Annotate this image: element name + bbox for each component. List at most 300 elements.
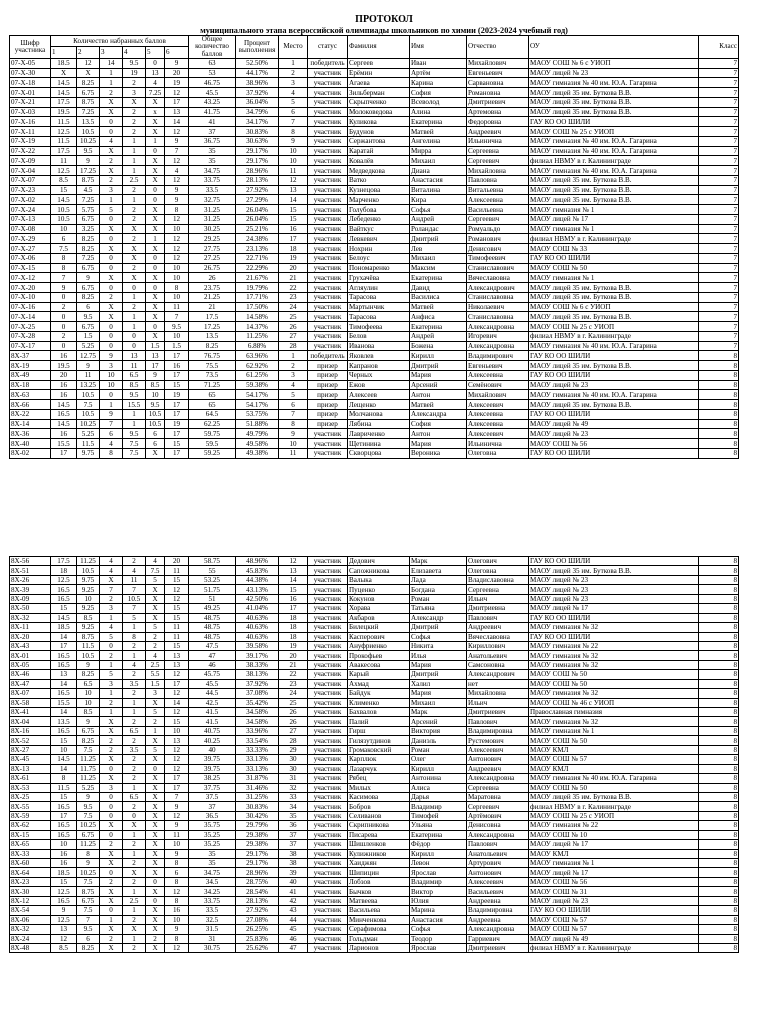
cell-task6: 19 [165,78,189,88]
cell-percent: 30.83% [236,802,279,811]
header-scores-group: Количество набранных баллов [51,36,189,47]
cell-name: Максим [410,263,467,273]
cell-total: 35.75 [189,821,236,830]
cell-place: 5 [279,390,308,400]
table-row [10,400,739,410]
cell-name: Даниэль [410,736,467,745]
cell-grade: 8 [699,400,739,410]
cell-task4: 2 [123,915,146,924]
cell-task3: 0 [100,868,123,877]
cell-task6: 15 [165,380,189,390]
header-grade: Класс [699,36,739,59]
cell-total: 49.25 [189,604,236,613]
cell-code: 8X-01 [10,651,51,660]
cell-patronymic: Сергеевич [467,214,529,224]
cell-school: МАОУ СОШ № 50 [529,736,699,745]
cell-total: 59.5 [189,439,236,449]
table-row [10,253,739,263]
cell-patronymic: Станиславовна [467,292,529,302]
cell-surname: Нохрин [348,244,410,254]
cell-task2: 5.75 [77,205,100,215]
cell-name: Андрей [410,214,467,224]
cell-patronymic: Алексеевич [467,400,529,410]
cell-patronymic: Михайловна [467,689,529,698]
cell-total: 40 [189,745,236,754]
cell-name: Ангелина [410,136,467,146]
cell-percent: 40.63% [236,613,279,622]
cell-school: МАОУ лицей № 17 [529,214,699,224]
cell-task4: 2 [123,774,146,783]
cell-patronymic: Ильинична [467,439,529,449]
cell-school: МАОУ СОШ № 25 с УИОП [529,127,699,137]
cell-task2: 8.75 [77,97,100,107]
cell-task5: X [146,859,165,868]
cell-task6: 12 [165,708,189,717]
cell-task6: 12 [165,745,189,754]
cell-percent: 48.96% [236,557,279,566]
cell-code: 8X-32 [10,613,51,622]
cell-place: 10 [279,156,308,166]
cell-patronymic: Анатольевич [467,849,529,858]
cell-task1: 12.5 [51,166,77,176]
cell-code: 8X-02 [10,448,51,458]
cell-code: 8X-51 [10,566,51,575]
cell-percent: 37.92% [236,679,279,688]
cell-code: 8X-50 [10,604,51,613]
cell-task6: 12 [165,764,189,773]
header-name: Имя [410,36,467,59]
cell-percent: 36.04% [236,97,279,107]
cell-name: Фёдор [410,840,467,849]
cell-status: участник [308,896,348,905]
cell-task2: 10.5 [77,566,100,575]
cell-task5: 10 [146,390,165,400]
table-row [10,166,739,176]
cell-total: 42.5 [189,698,236,707]
cell-task1: 16 [51,429,77,439]
cell-status: участник [308,641,348,650]
cell-total: 35.25 [189,830,236,839]
cell-school: МАОУ лицей 35 им. Буткова В.В. [529,107,699,117]
cell-status: участник [308,915,348,924]
cell-task1: 16 [51,849,77,858]
cell-task2: 6.75 [77,830,100,839]
cell-status: участник [308,623,348,632]
cell-task5: X [146,331,165,341]
cell-task6: 1.5 [165,341,189,351]
cell-percent: 42.50% [236,594,279,603]
cell-task1: 12.5 [51,887,77,896]
cell-name: Андрей [410,331,467,341]
cell-percent: 28.13% [236,896,279,905]
cell-code: 8X-15 [10,830,51,839]
table-row [10,361,739,371]
cell-surname: Гольдман [348,934,410,943]
cell-task5: 0 [146,322,165,332]
cell-task3: X [100,849,123,858]
cell-patronymic: Игоревич [467,331,529,341]
cell-task6: 19 [165,419,189,429]
cell-name: Дмитрий [410,670,467,679]
cell-code: 07-X-22 [10,146,51,156]
cell-code: 07-X-08 [10,224,51,234]
table-row [10,594,739,603]
cell-task6: 15 [165,604,189,613]
header-total: Общее количество баллов [189,36,236,59]
cell-surname: Сержантова [348,136,410,146]
table-row [10,175,739,185]
cell-code: 8X-41 [10,708,51,717]
table-row [10,877,739,886]
cell-total: 45.75 [189,670,236,679]
cell-code: 07-X-05 [10,58,51,68]
cell-patronymic: Олегович [467,557,529,566]
table-row [10,390,739,400]
cell-task6: 10 [165,263,189,273]
cell-task2: 7.5 [77,877,100,886]
cell-task1: 12.5 [51,915,77,924]
cell-task3: 6 [100,429,123,439]
table-row [10,419,739,429]
cell-grade: 7 [699,78,739,88]
cell-task5: X [146,214,165,224]
cell-patronymic: Антонович [467,755,529,764]
cell-patronymic: Михайловна [467,166,529,176]
cell-percent: 29.17% [236,849,279,858]
cell-code: 07-X-03 [10,107,51,117]
cell-school: МАОУ гимназия № 22 [529,641,699,650]
cell-surname: Матвеева [348,896,410,905]
cell-task6: 17 [165,409,189,419]
cell-percent: 24.38% [236,234,279,244]
cell-name: Виктория [410,726,467,735]
cell-task5: 1.5 [146,679,165,688]
cell-name: Ярослав [410,943,467,952]
cell-status: участник [308,68,348,78]
cell-task4: 8 [123,632,146,641]
cell-task6: 12 [165,811,189,820]
cell-place: 1 [279,351,308,361]
cell-school: МАОУ СОШ № 50 [529,263,699,273]
cell-school: МАОУ СОШ № 57 [529,755,699,764]
cell-task6: 9 [165,821,189,830]
cell-task3: 4 [100,566,123,575]
cell-place: 18 [279,632,308,641]
cell-surname: Прокофьев [348,651,410,660]
cell-task6: 12 [165,175,189,185]
cell-task5: 5 [146,575,165,584]
header-task-6: 6 [165,47,189,58]
cell-task3: 0 [100,830,123,839]
cell-place: 37 [279,840,308,849]
cell-status: участник [308,877,348,886]
cell-task4: 0 [123,341,146,351]
cell-task6: 7 [165,792,189,801]
cell-task3: 8 [100,448,123,458]
cell-code: 07-X-13 [10,214,51,224]
cell-surname: Пуценко [348,585,410,594]
cell-patronymic: Артурович [467,859,529,868]
cell-name: Виктор [410,887,467,896]
header-school: ОУ [529,36,699,59]
table-row [10,205,739,215]
cell-task3: X [100,166,123,176]
cell-percent: 30.83% [236,127,279,137]
cell-status: участник [308,764,348,773]
cell-task4: 2 [123,840,146,849]
cell-total: 40.25 [189,736,236,745]
cell-task6: 10 [165,224,189,234]
cell-task3: 2 [100,698,123,707]
cell-surname: Сергеев [348,58,410,68]
cell-task5: 0 [146,283,165,293]
cell-code: 8X-25 [10,792,51,801]
cell-percent: 33.13% [236,764,279,773]
cell-patronymic: Федоровна [467,117,529,127]
cell-place: 27 [279,726,308,735]
cell-task6: 11 [165,302,189,312]
cell-place: 4 [279,88,308,98]
cell-code: 8X-14 [10,419,51,429]
table-row [10,698,739,707]
cell-task5: X [146,811,165,820]
cell-school: МАОУ СОШ № 50 [529,783,699,792]
header-surname: Фамилия [348,36,410,59]
table-row [10,185,739,195]
cell-task2: 10.25 [77,419,100,429]
cell-task4: 3.5 [123,745,146,754]
cell-task4: 5 [123,613,146,622]
cell-code: 07-X-02 [10,195,51,205]
cell-school: Православная гимназия [529,708,699,717]
cell-patronymic: Станиславович [467,263,529,273]
cell-task1: 16 [51,351,77,361]
cell-code: 8X-62 [10,821,51,830]
cell-task5: 2 [146,632,165,641]
cell-code: 07-X-24 [10,205,51,215]
cell-status: участник [308,175,348,185]
cell-place: 44 [279,915,308,924]
cell-school: МАОУ лицей 35 им. Буткова В.В. [529,312,699,322]
cell-percent: 37.92% [236,88,279,98]
table-row [10,849,739,858]
cell-surname: Зильберман [348,88,410,98]
cell-name: Тимофей [410,811,467,820]
cell-patronymic: Васильевич [467,887,529,896]
cell-task5: X [146,868,165,877]
cell-place: 28 [279,736,308,745]
cell-task3: 2 [100,88,123,98]
table-row [10,136,739,146]
cell-place: 6 [279,400,308,410]
cell-patronymic: Евгеньевич [467,68,529,78]
table-row [10,409,739,419]
cell-task2: 7.25 [77,195,100,205]
cell-name: Арсений [410,380,467,390]
cell-task3: X [100,943,123,952]
table-row [10,566,739,575]
cell-grade: 8 [699,774,739,783]
cell-status: участник [308,429,348,439]
cell-task4: 13 [123,351,146,361]
cell-task3: 0 [100,764,123,773]
cell-name: Дмитрий [410,361,467,371]
cell-name: Татьяна [410,604,467,613]
cell-school: МАОУ КМЛ [529,764,699,773]
table-row [10,708,739,717]
table-row [10,896,739,905]
cell-task5: 6 [146,439,165,449]
cell-task1: 11.5 [51,136,77,146]
cell-grade: 8 [699,641,739,650]
cell-surname: Милых [348,783,410,792]
cell-name: Дмитрий [410,623,467,632]
cell-total: 41.5 [189,708,236,717]
cell-percent: 26.25% [236,925,279,934]
cell-task3: 3 [100,604,123,613]
cell-percent: 27.29% [236,195,279,205]
cell-task6: 12 [165,887,189,896]
cell-patronymic: Александровна [467,322,529,332]
cell-total: 51 [189,594,236,603]
cell-patronymic: Дмитриевич [467,708,529,717]
cell-status: участник [308,136,348,146]
cell-task3: 3 [100,783,123,792]
cell-task1: 7.5 [51,244,77,254]
table-row [10,58,739,68]
table-row [10,660,739,669]
cell-status: участник [308,632,348,641]
cell-task2: 10.5 [77,651,100,660]
cell-place: 27 [279,331,308,341]
cell-task2: 10.5 [77,390,100,400]
cell-task6: 7 [165,146,189,156]
cell-task4: 2 [123,214,146,224]
cell-name: Илья [410,651,467,660]
cell-task1: 8 [51,253,77,263]
cell-status: участник [308,755,348,764]
cell-task6: 12 [165,670,189,679]
cell-task2: 6.5 [77,679,100,688]
cell-task4: X [123,224,146,234]
cell-task3: 0 [100,802,123,811]
cell-task1: 16.5 [51,689,77,698]
cell-patronymic: Ильинична [467,136,529,146]
cell-percent: 63.96% [236,351,279,361]
cell-patronymic: Сергеевна [467,585,529,594]
cell-grade: 8 [699,877,739,886]
cell-code: 8X-23 [10,877,51,886]
cell-name: Кирилл [410,351,467,361]
cell-grade: 7 [699,195,739,205]
cell-place: 16 [279,594,308,603]
cell-task3: 0 [100,906,123,915]
header-place: Место [279,36,308,59]
cell-school: ГАУ КО ОО ШИЛИ [529,117,699,127]
cell-task1: 14.5 [51,88,77,98]
cell-total: 30.75 [189,943,236,952]
cell-code: 8X-58 [10,698,51,707]
cell-task6: 11 [165,566,189,575]
cell-percent: 34.17% [236,117,279,127]
cell-task3: 10 [100,380,123,390]
cell-grade: 8 [699,943,739,952]
cell-task5: 2 [146,717,165,726]
cell-place: 22 [279,283,308,293]
cell-surname: Капранов [348,361,410,371]
cell-surname: Шипицин [348,868,410,877]
cell-patronymic: Тимофеевич [467,253,529,263]
cell-task1: 0 [51,341,77,351]
cell-percent: 25.83% [236,934,279,943]
cell-grade: 8 [699,726,739,735]
cell-school: МАОУ лицей № 23 [529,429,699,439]
cell-task2: X [77,68,100,78]
cell-task1: 18.5 [51,868,77,877]
cell-place: 21 [279,273,308,283]
cell-task4: 1 [123,292,146,302]
cell-task2: 11.25 [77,557,100,566]
cell-status: участник [308,679,348,688]
cell-task6: 8 [165,859,189,868]
table-row [10,292,739,302]
cell-total: 31.25 [189,214,236,224]
cell-place: 34 [279,802,308,811]
cell-status: призер [308,400,348,410]
cell-grade: 7 [699,117,739,127]
cell-task2: 8 [77,849,100,858]
cell-place: 26 [279,717,308,726]
cell-task3: 2 [100,594,123,603]
cell-percent: 11.25% [236,331,279,341]
cell-status: участник [308,604,348,613]
cell-task1: 16.5 [51,830,77,839]
cell-task2: 6.75 [77,726,100,735]
cell-status: участник [308,331,348,341]
cell-task1: 15 [51,185,77,195]
cell-task6: 19 [165,390,189,400]
cell-status: участник [308,253,348,263]
cell-name: Алиса [410,783,467,792]
cell-task1: 14.5 [51,195,77,205]
cell-task6: 11 [165,830,189,839]
cell-code: 8X-43 [10,641,51,650]
cell-status: участник [308,585,348,594]
cell-total: 32.5 [189,915,236,924]
cell-place: 31 [279,774,308,783]
cell-task1: 13 [51,925,77,934]
cell-task6: 9 [165,849,189,858]
cell-code: 8X-39 [10,585,51,594]
cell-surname: Минченкова [348,915,410,924]
cell-surname: Валыка [348,575,410,584]
cell-task2: 11.75 [77,764,100,773]
cell-school: МАОУ лицей № 23 [529,68,699,78]
cell-code: 8X-13 [10,764,51,773]
cell-task5: 0 [146,195,165,205]
cell-school: МАОУ гимназия № 1 [529,726,699,735]
cell-grade: 8 [699,934,739,943]
cell-task1: 8 [51,774,77,783]
cell-name: Александра [410,409,467,419]
cell-task1: 14 [51,764,77,773]
cell-task6: 13 [165,107,189,117]
cell-school: МАОУ СОШ № 25 с УИОП [529,811,699,820]
cell-task5: 2.5 [146,660,165,669]
cell-name: Карина [410,78,467,88]
cell-name: Роман [410,594,467,603]
cell-task4: 2 [123,185,146,195]
